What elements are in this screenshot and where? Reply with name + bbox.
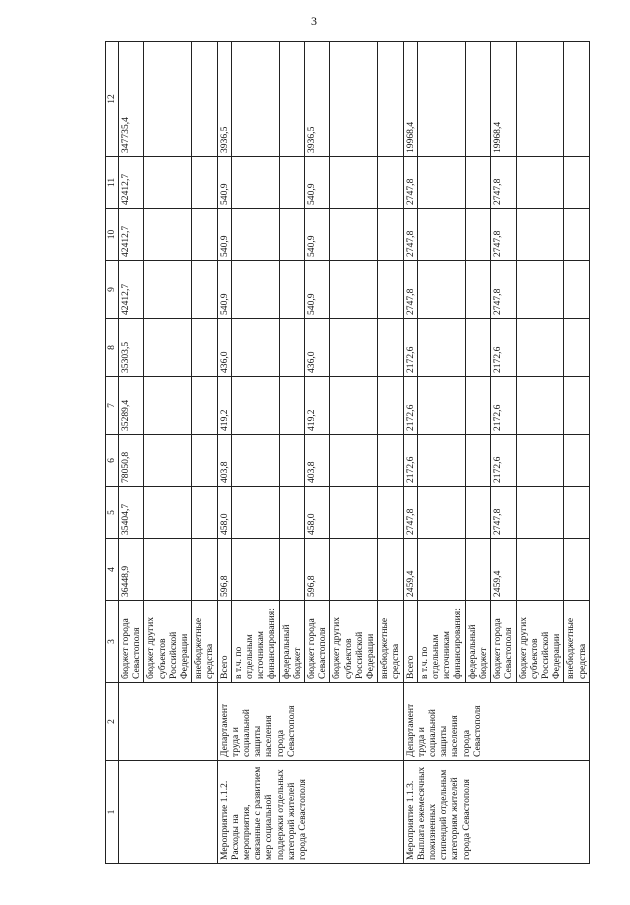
value-cell	[417, 42, 465, 157]
value-cell	[192, 157, 217, 209]
value-cell	[417, 435, 465, 487]
value-cell: 2747,8	[491, 157, 516, 209]
value-cell	[330, 157, 378, 209]
value-cell: 19968,4	[491, 42, 516, 157]
value-cell: 2172,6	[403, 319, 417, 377]
value-cell: 2172,6	[403, 377, 417, 435]
value-cell	[330, 319, 378, 377]
col-header: 5	[106, 487, 119, 539]
source-cell: бюджет города Севастополя	[119, 601, 144, 683]
funding-table	[105, 41, 590, 864]
value-cell	[417, 377, 465, 435]
value-cell: 19968,4	[403, 42, 417, 157]
value-cell: 2747,8	[403, 209, 417, 261]
value-cell: 403,8	[305, 435, 330, 487]
col-header: 6	[106, 435, 119, 487]
value-cell	[417, 319, 465, 377]
value-cell	[564, 435, 589, 487]
value-cell	[231, 42, 279, 157]
value-cell	[378, 42, 403, 157]
value-cell: 35303,5	[119, 319, 144, 377]
measure-name-cell: Мероприятие 1.1.2. Расходы на мероприятия, связанные с развитием мер социальной поддержки отдельных категорий жителей города Севастополя	[217, 761, 403, 864]
value-cell: 347735,4	[119, 42, 144, 157]
value-cell	[564, 539, 589, 601]
value-cell	[378, 209, 403, 261]
value-cell: 540,9	[305, 157, 330, 209]
value-cell	[330, 42, 378, 157]
value-cell	[516, 487, 564, 539]
value-cell	[192, 42, 217, 157]
value-cell	[378, 487, 403, 539]
value-cell: 2747,8	[403, 157, 417, 209]
col-header: 1	[106, 761, 119, 864]
value-cell	[564, 261, 589, 319]
value-cell	[231, 435, 279, 487]
value-cell: 419,2	[217, 377, 231, 435]
value-cell: 2459,4	[491, 539, 516, 601]
table-row	[217, 42, 231, 864]
table-row	[119, 42, 144, 864]
executor-cell: Департамент труда и социальной защиты населения города Севастополя	[403, 683, 589, 761]
value-cell	[516, 261, 564, 319]
value-cell	[279, 539, 304, 601]
value-cell	[144, 42, 192, 157]
measure-name-cell	[119, 761, 218, 864]
value-cell	[279, 377, 304, 435]
value-cell	[144, 209, 192, 261]
value-cell	[279, 487, 304, 539]
value-cell	[279, 261, 304, 319]
value-cell	[279, 319, 304, 377]
value-cell	[192, 209, 217, 261]
value-cell	[144, 487, 192, 539]
source-cell: бюджет других субъектов Российской Федерации	[516, 601, 564, 683]
value-cell	[516, 377, 564, 435]
value-cell	[144, 539, 192, 601]
value-cell	[192, 539, 217, 601]
header-row	[106, 42, 119, 864]
value-cell: 2747,8	[403, 487, 417, 539]
value-cell	[192, 261, 217, 319]
value-cell	[231, 539, 279, 601]
value-cell	[378, 157, 403, 209]
value-cell	[330, 539, 378, 601]
value-cell: 2172,6	[403, 435, 417, 487]
source-cell: бюджет других субъектов Российской Федерации	[330, 601, 378, 683]
executor-cell	[119, 683, 218, 761]
value-cell	[231, 487, 279, 539]
value-cell	[465, 261, 490, 319]
value-cell: 42412,7	[119, 157, 144, 209]
value-cell	[417, 487, 465, 539]
value-cell	[279, 435, 304, 487]
value-cell	[564, 209, 589, 261]
value-cell: 2747,8	[491, 261, 516, 319]
source-cell: Всего	[403, 601, 417, 683]
value-cell: 78050,8	[119, 435, 144, 487]
value-cell	[279, 157, 304, 209]
value-cell: 540,9	[305, 261, 330, 319]
rotated-table-container	[105, 42, 588, 864]
value-cell	[378, 261, 403, 319]
value-cell	[465, 42, 490, 157]
value-cell	[516, 539, 564, 601]
value-cell: 540,9	[217, 261, 231, 319]
value-cell	[516, 42, 564, 157]
measure-name-cell: Мероприятие 1.1.3. Выплата ежемесячных пожизненных стипендий отдельным категориям жителей города Севастополя	[403, 761, 589, 864]
value-cell	[378, 539, 403, 601]
value-cell	[144, 319, 192, 377]
value-cell: 540,9	[217, 157, 231, 209]
value-cell	[465, 539, 490, 601]
value-cell	[231, 319, 279, 377]
value-cell: 419,2	[305, 377, 330, 435]
value-cell	[564, 487, 589, 539]
value-cell: 436,0	[305, 319, 330, 377]
source-cell: федеральный бюджет	[279, 601, 304, 683]
value-cell: 2747,8	[491, 487, 516, 539]
value-cell	[417, 157, 465, 209]
value-cell	[144, 435, 192, 487]
value-cell	[192, 377, 217, 435]
value-cell	[378, 435, 403, 487]
value-cell	[144, 157, 192, 209]
value-cell: 596,8	[217, 539, 231, 601]
value-cell: 403,8	[217, 435, 231, 487]
value-cell	[516, 435, 564, 487]
value-cell	[231, 261, 279, 319]
value-cell	[378, 319, 403, 377]
col-header: 12	[106, 42, 119, 157]
value-cell	[330, 435, 378, 487]
value-cell: 3936,5	[305, 42, 330, 157]
value-cell: 36448,9	[119, 539, 144, 601]
value-cell	[465, 377, 490, 435]
value-cell	[330, 487, 378, 539]
value-cell: 2747,8	[491, 209, 516, 261]
col-header: 8	[106, 319, 119, 377]
value-cell: 2172,6	[491, 435, 516, 487]
source-cell: Всего	[217, 601, 231, 683]
value-cell: 436,0	[217, 319, 231, 377]
col-header: 11	[106, 157, 119, 209]
value-cell	[279, 209, 304, 261]
col-header: 7	[106, 377, 119, 435]
value-cell	[564, 42, 589, 157]
executor-cell: Департамент труда и социальной защиты населения города Севастополя	[217, 683, 403, 761]
value-cell	[417, 539, 465, 601]
col-header: 9	[106, 261, 119, 319]
col-header: 10	[106, 209, 119, 261]
value-cell: 458,0	[305, 487, 330, 539]
value-cell: 458,0	[217, 487, 231, 539]
value-cell: 596,8	[305, 539, 330, 601]
value-cell	[330, 209, 378, 261]
table-body	[119, 42, 590, 864]
col-header: 4	[106, 539, 119, 601]
value-cell	[564, 377, 589, 435]
value-cell	[192, 435, 217, 487]
value-cell	[144, 377, 192, 435]
source-cell: внебюджетные средства	[564, 601, 589, 683]
value-cell: 540,9	[217, 209, 231, 261]
value-cell: 42412,7	[119, 261, 144, 319]
page-number: 3	[311, 14, 317, 28]
col-header: 2	[106, 683, 119, 761]
value-cell: 2747,8	[403, 261, 417, 319]
value-cell	[564, 157, 589, 209]
value-cell	[465, 435, 490, 487]
source-cell: федеральный бюджет	[465, 601, 490, 683]
value-cell	[465, 157, 490, 209]
value-cell: 2172,6	[491, 319, 516, 377]
value-cell	[330, 377, 378, 435]
col-header: 3	[106, 601, 119, 683]
source-cell: бюджет других субъектов Российской Федерации	[144, 601, 192, 683]
value-cell: 2459,4	[403, 539, 417, 601]
value-cell: 540,9	[305, 209, 330, 261]
value-cell	[516, 157, 564, 209]
value-cell: 2172,6	[491, 377, 516, 435]
value-cell	[330, 261, 378, 319]
value-cell	[378, 377, 403, 435]
value-cell	[465, 319, 490, 377]
source-cell: бюджет города Севастополя	[491, 601, 516, 683]
value-cell	[144, 261, 192, 319]
value-cell	[564, 319, 589, 377]
value-cell	[192, 487, 217, 539]
table-row	[403, 42, 417, 864]
source-cell: в т.ч. по отдельным источникам финансирования:	[417, 601, 465, 683]
value-cell	[417, 209, 465, 261]
value-cell	[516, 209, 564, 261]
value-cell	[192, 319, 217, 377]
source-cell: бюджет города Севастополя	[305, 601, 330, 683]
value-cell	[516, 319, 564, 377]
value-cell	[231, 157, 279, 209]
value-cell	[465, 487, 490, 539]
value-cell	[231, 377, 279, 435]
source-cell: в т.ч. по отдельным источникам финансирования:	[231, 601, 279, 683]
value-cell: 42412,7	[119, 209, 144, 261]
source-cell: внебюджетные средства	[192, 601, 217, 683]
value-cell	[231, 209, 279, 261]
value-cell	[465, 209, 490, 261]
source-cell: внебюджетные средства	[378, 601, 403, 683]
value-cell	[417, 261, 465, 319]
value-cell: 35289,4	[119, 377, 144, 435]
value-cell: 3936,5	[217, 42, 231, 157]
value-cell	[279, 42, 304, 157]
value-cell: 35404,7	[119, 487, 144, 539]
